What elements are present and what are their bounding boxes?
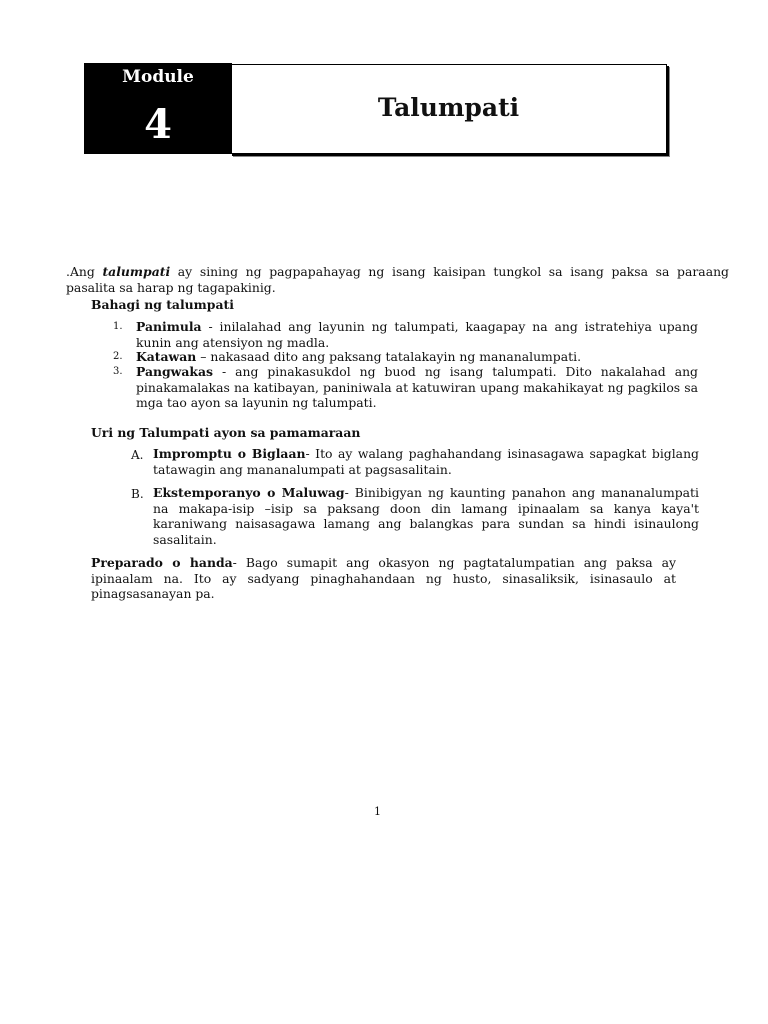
- item-term: Pangwakas: [136, 364, 213, 379]
- item-term: Katawan: [136, 349, 197, 364]
- module-label: Module: [122, 67, 194, 87]
- page-number: 1: [374, 805, 381, 818]
- list-number: 3.: [113, 366, 123, 377]
- preparado-text: - Bago sumapit ang okasyon ng pagtatalumpatian ang paksa ay ipinaalam na. Ito ay sadyang pinaghahandaan ng husto, sinasaliksik, isinasaulo at pinagsasanayan pa.: [91, 555, 676, 601]
- item-text: - Binibigyan ng kaunting panahon ang mananalumpati na makapa-isip –isip sa paksang doon din lamang ipinaalam sa kanya kaya't karaniwang naisasagawa lamang ang balangkas para sundan sa hindi isinaulong sasalitain.: [153, 485, 700, 547]
- item-text: - Ito ay walang paghahandang isinasagawa sapagkat biglang tatawagin ang mananalumpati at pagsasalitain.: [153, 446, 699, 477]
- intro-rest: ay sining ng pagpapahayag ng isang kaisipan tungkol sa isang paksa sa paraang pasalita sa harap ng tagapakinig.: [66, 264, 729, 295]
- list-item-panimula: [136, 319, 698, 350]
- bahagi-heading: Bahagi ng talumpati: [91, 297, 234, 312]
- item-term: Ekstemporanyo o Maluwag: [153, 485, 345, 500]
- page-title: Talumpati: [377, 93, 520, 122]
- list-letter: A.: [131, 448, 144, 462]
- item-term: Panimula: [136, 319, 202, 334]
- list-item-pangwakas: [136, 364, 698, 411]
- preparado-paragraph: [91, 555, 676, 602]
- list-item-impromptu: [153, 446, 699, 477]
- intro-paragraph: [66, 264, 729, 295]
- item-text: – nakasaad dito ang paksang tatalakayin ng mananalumpati.: [196, 349, 582, 364]
- list-item-katawan: [136, 349, 698, 365]
- module-number: 4: [144, 101, 172, 148]
- item-text: - ang pinakasukdol ng buod ng isang talumpati. Dito nakalahad ang pinakamalakas na katibayan, paniniwala at katuwiran upang makahikayat ng pagkilos sa mga tao ayon sa layunin ng talumpati.: [136, 364, 698, 410]
- uri-heading: Uri ng Talumpati ayon sa pamamaraan: [91, 425, 361, 440]
- item-text: - inilalahad ang layunin ng talumpati, kaagapay na ang istratehiya upang kunin ang atensiyon ng madla.: [136, 319, 698, 350]
- list-item-ekstemporanyo: [153, 485, 699, 547]
- preparado-term: Preparado o handa: [91, 555, 233, 570]
- intro-prefix: .Ang: [66, 264, 103, 279]
- title-box: [230, 64, 667, 154]
- list-letter: B.: [131, 487, 144, 501]
- module-badge: [84, 63, 232, 154]
- list-number: 2.: [113, 351, 123, 362]
- item-term: Impromptu o Biglaan: [153, 446, 306, 461]
- list-number: 1.: [113, 321, 123, 332]
- intro-term: talumpati: [102, 264, 171, 279]
